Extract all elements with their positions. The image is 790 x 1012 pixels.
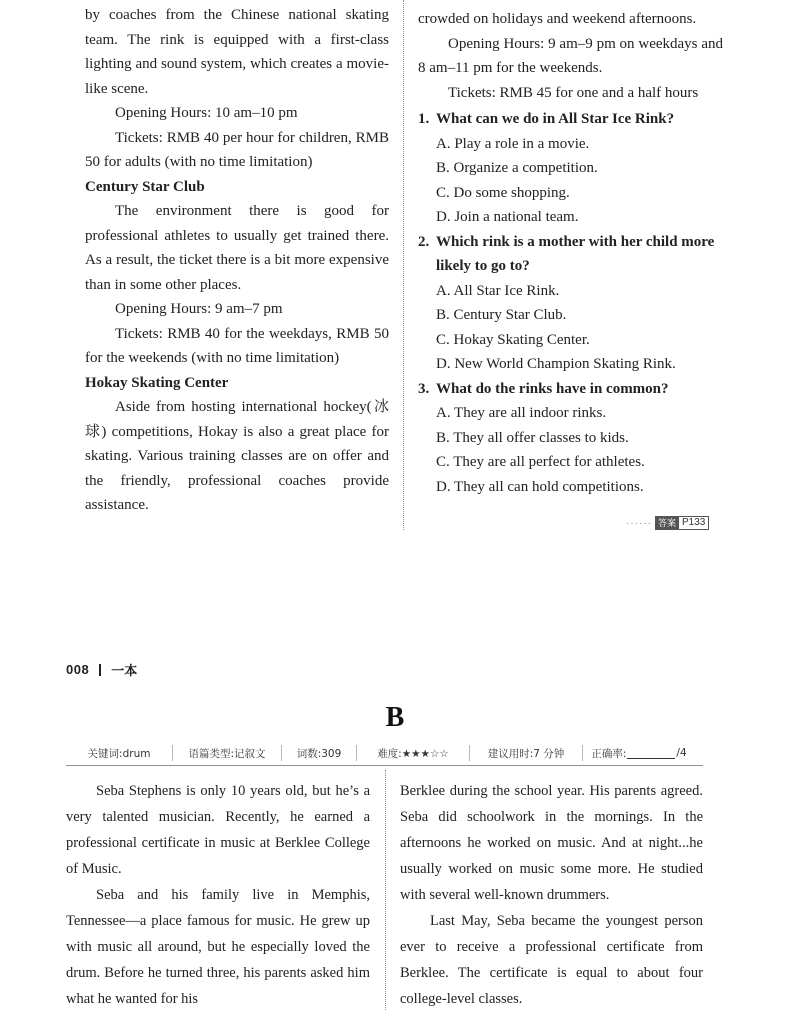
passage-b-paragraph-1: Seba Stephens is only 10 years old, but he’s a very talented musician. Recently, he earned a professional certificate in music at Berklee College of Music.	[66, 783, 370, 877]
brand-logo: 一本	[111, 664, 138, 679]
genre-cell: 语篇类型:记叙文	[173, 745, 282, 761]
column-divider	[385, 770, 386, 1010]
passage-b-paragraph-2: Seba and his family live in Memphis, Tennessee—a place famous for music. He grew up with music all around, but he especially loved the drum. Before he turned three, his parents asked him what he wanted for his	[66, 887, 370, 1007]
question-text: What do the rinks have in common?	[436, 380, 669, 397]
new-world-tickets: Tickets: RMB 45 for one and a half hours	[448, 84, 699, 101]
keyword-cell: 关键词:drum	[66, 745, 173, 761]
question-number: 3.	[418, 380, 430, 397]
word-count-cell: 词数:309	[282, 745, 357, 761]
answer-reference[interactable]	[626, 516, 709, 530]
new-world-description-end: crowded on holidays and weekend afternoons.	[418, 11, 697, 27]
question-3-option-c[interactable]: C. They are all perfect for athletes.	[436, 454, 645, 470]
passage-b-paragraph-3: Berklee during the school year. His parents agreed. Seba did schoolwork in the mornings. In the afternoons he worked on music. And at night...he usually worked on music some more. He studied with several well-known drummers.	[400, 783, 703, 903]
question-2-option-b[interactable]: B. Century Star Club.	[436, 307, 567, 323]
question-1-option-a[interactable]: A. Play a role in a movie.	[436, 135, 590, 152]
passage-a-right-column	[418, 7, 723, 499]
question-1-option-b[interactable]: B. Organize a competition.	[436, 160, 598, 176]
all-star-tickets: Tickets: RMB 40 per hour for children, RMB 50 for adults (with no time limitation)	[85, 129, 389, 170]
question-number: 2.	[418, 233, 430, 250]
question-1-stem	[418, 107, 723, 132]
suggested-time-cell: 建议用时:7 分钟	[470, 745, 583, 761]
question-3-stem	[418, 377, 723, 402]
question-2-option-a[interactable]: A. All Star Ice Rink.	[436, 282, 560, 299]
section-title: B	[385, 702, 405, 733]
question-2-option-d[interactable]: D. New World Champion Skating Rink.	[436, 356, 676, 372]
question-text: Which rink is a mother with her child more likely to go to?	[436, 233, 715, 274]
question-1	[418, 107, 723, 230]
column-divider	[403, 0, 404, 530]
all-star-opening-hours: Opening Hours: 10 am–10 pm	[115, 105, 298, 121]
question-3-option-a[interactable]: A. They are all indoor rinks.	[436, 405, 607, 421]
passage-a-left-column	[85, 3, 389, 518]
century-star-opening-hours: Opening Hours: 9 am–7 pm	[115, 301, 283, 317]
accuracy-cell	[583, 745, 695, 761]
accuracy-blank[interactable]	[627, 748, 675, 759]
question-2-option-c[interactable]: C. Hokay Skating Center.	[436, 331, 590, 348]
century-star-description: The environment there is good for professional athletes to usually get trained there. As a result, the ticket there is a bit more expensive than in some other places.	[85, 203, 389, 293]
hokay-heading: Hokay Skating Center	[85, 374, 229, 391]
question-2-stem	[418, 230, 723, 279]
passage-b-right-column	[400, 778, 703, 1012]
leader-dots: ······	[626, 517, 652, 529]
answer-page-number: P133	[679, 516, 709, 530]
question-3-option-b[interactable]: B. They all offer classes to kids.	[436, 429, 629, 446]
century-star-tickets: Tickets: RMB 40 for the weekdays, RMB 50 for the weekends (with no time limitation)	[85, 325, 389, 366]
accuracy-label: 正确率:	[591, 747, 627, 760]
question-1-option-c[interactable]: C. Do some shopping.	[436, 184, 570, 201]
question-3	[418, 377, 723, 500]
passage-a-paragraph: by coaches from the Chinese national skating team. The rink is equipped with a first-class lighting and sound system, which creates a movie-like scene.	[85, 7, 389, 97]
accuracy-total: /4	[676, 747, 687, 759]
passage-b-paragraph-4: Last May, Seba became the youngest person ever to receive a professional certificate from Berklee. The certificate is equal to about four college-level classes.	[400, 913, 703, 1007]
century-star-heading: Century Star Club	[85, 178, 205, 195]
answer-badge: 答案	[655, 516, 679, 530]
passage-info-bar	[66, 741, 703, 766]
hokay-description: Aside from hosting international hockey(冰球) competitions, Hokay is also a great place for skating. Various training classes are on offer and the friendly, professional coaches provide assistance.	[85, 399, 389, 513]
new-world-opening-hours: Opening Hours: 9 am–9 pm on weekdays and 8 am–11 pm for the weekends.	[418, 35, 723, 76]
question-3-option-d[interactable]: D. They all can hold competitions.	[436, 478, 644, 495]
page-number: 008	[66, 662, 90, 677]
footer-separator	[99, 664, 101, 676]
question-1-option-d[interactable]: D. Join a national team.	[436, 209, 579, 225]
difficulty-cell: 难度:★★★☆☆	[357, 745, 470, 761]
passage-b-left-column	[66, 778, 370, 1012]
question-2	[418, 230, 723, 377]
question-number: 1.	[418, 111, 430, 127]
question-text: What can we do in All Star Ice Rink?	[436, 111, 675, 127]
page-footer	[66, 660, 137, 679]
